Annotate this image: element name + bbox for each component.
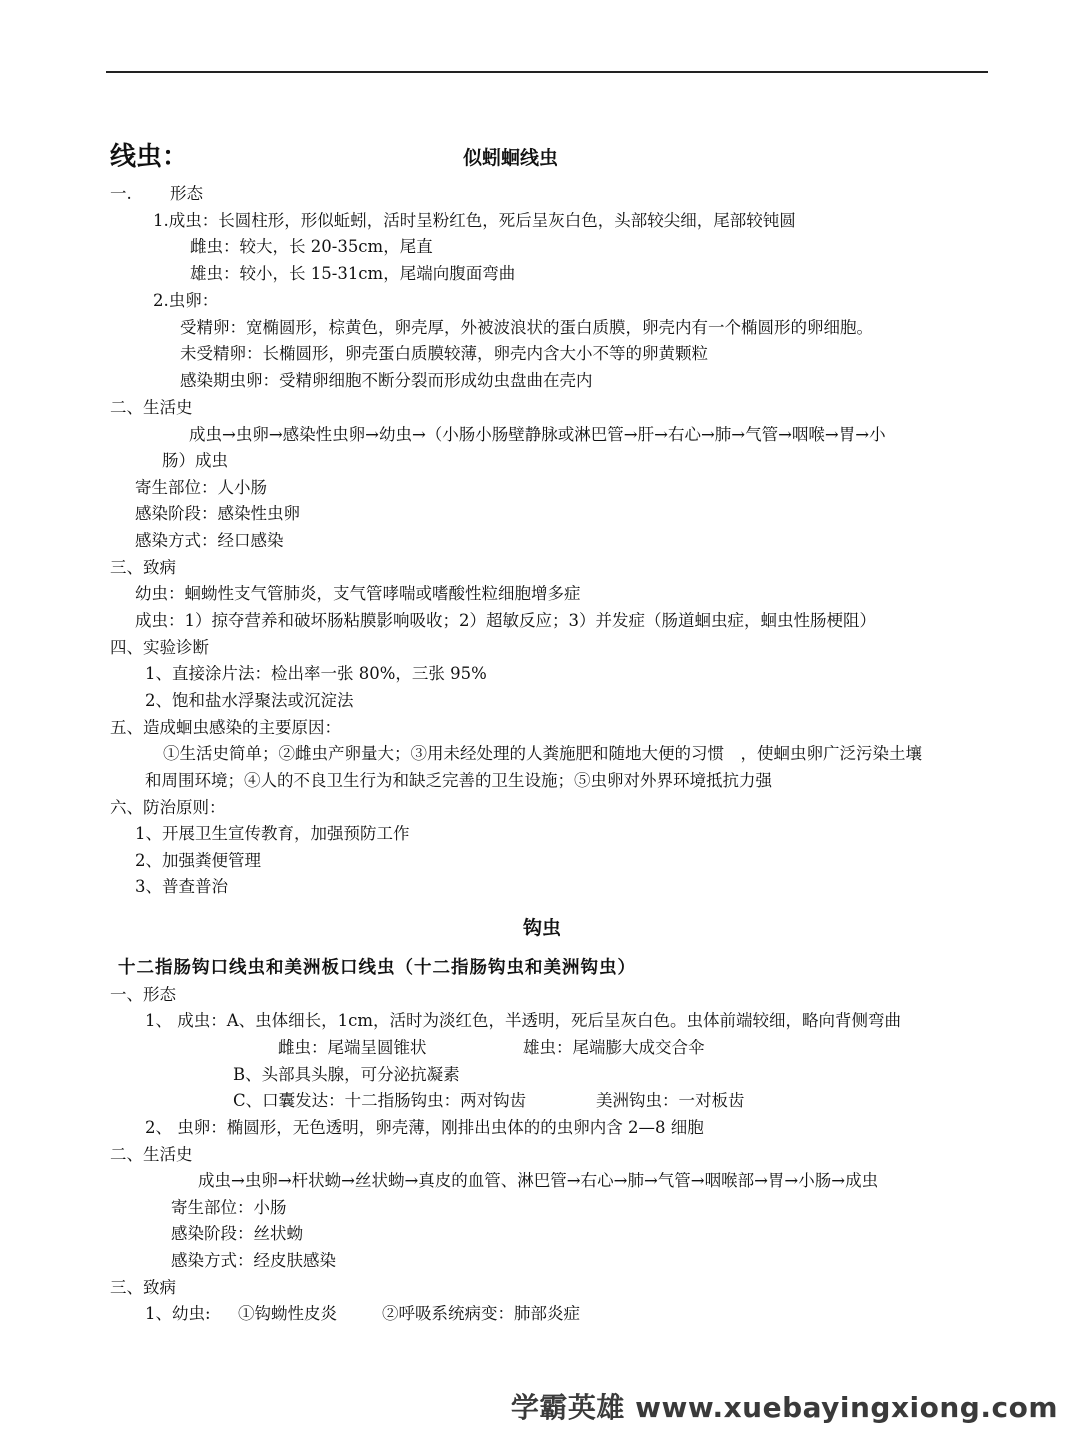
hook-morph-adult: 1、 成虫：A、虫体细长，1cm，活时为淡红色，半透明，死后呈灰白色。虫体前端较细，略向背侧弯曲	[145, 1011, 902, 1030]
site-watermark: 学霸英雄 www.xuebayingxiong.com	[510, 1391, 1058, 1424]
s1-line-infective: 感染期虫卵：受精卵细胞不断分裂而形成幼虫盘曲在壳内	[180, 371, 593, 390]
s4-head: 四、实验诊断	[110, 638, 209, 657]
s1-line-egg: 2.虫卵：	[153, 291, 219, 310]
s3-line-larva: 幼虫：蛔蚴性支气管肺炎，支气管哮喘或嗜酸性粒细胞增多症	[135, 584, 581, 603]
hook-path-larva: 1、幼虫:	[145, 1304, 211, 1323]
s2-line-cycle: 成虫→虫卵→感染性虫卵→幼虫→（小肠小肠壁静脉或淋巴管→肝→右心→肺→气管→咽喉→胃→小	[189, 425, 886, 444]
hook-morph-female: 雌虫：尾端呈圆锥状	[278, 1038, 427, 1057]
s2-head: 二、生活史	[110, 398, 193, 417]
hook-morph-buccal: C、口囊发达：十二指肠钩虫：两对钩齿	[233, 1091, 527, 1110]
hook-life-stage: 感染阶段：丝状蚴	[171, 1224, 303, 1243]
s1-line-female: 雌虫：较大，长 20-35cm，尾直	[190, 237, 433, 256]
hook-morph-necator: 美洲钩虫：一对板齿	[596, 1091, 745, 1110]
section-heading-nematodes: 线虫：	[110, 142, 189, 172]
s4-line-smear: 1、直接涂片法：检出率一张 80%，三张 95%	[145, 664, 487, 683]
hook-morph-head: 一、形态	[110, 985, 176, 1004]
s2-line-route: 感染方式：经口感染	[135, 531, 284, 550]
s2-line-stage: 感染阶段：感染性虫卵	[135, 504, 300, 523]
hook-morph-head-gland: B、头部具头腺，可分泌抗凝素	[233, 1065, 460, 1084]
s6-line-feces: 2、加强粪便管理	[135, 851, 261, 870]
hook-life-head: 二、生活史	[110, 1145, 193, 1164]
hook-path-head: 三、致病	[110, 1278, 176, 1297]
s6-line-education: 1、开展卫生宣传教育，加强预防工作	[135, 824, 410, 843]
s2-line-cycle-cont: 肠）成虫	[162, 451, 228, 470]
hook-morph-egg: 2、 虫卵：椭圆形，无色透明，卵壳薄，刚排出虫体的的虫卵内含 2—8 细胞	[145, 1118, 704, 1137]
hook-life-site: 寄生部位：小肠	[171, 1198, 287, 1217]
s5-head: 五、造成蛔虫感染的主要原因：	[110, 718, 341, 737]
s6-head: 六、防治原则：	[110, 798, 226, 817]
hookworm-subtitle: 十二指肠钩口线虫和美洲板口线虫（十二指肠钩虫和美洲钩虫）	[118, 958, 636, 978]
hook-morph-male: 雄虫：尾端膨大成交合伞	[523, 1038, 705, 1057]
title-hookworm: 钩虫	[523, 917, 562, 939]
s6-line-screening: 3、普查普治	[135, 877, 228, 896]
s1-line-fertilized: 受精卵：宽椭圆形，棕黄色，卵壳厚，外被波浪状的蛋白质膜，卵壳内有一个椭圆形的卵细胞。	[180, 318, 873, 337]
s1-line-male: 雄虫：较小，长 15-31cm，尾端向腹面弯曲	[190, 264, 516, 283]
s1-head-number: 一.	[110, 184, 132, 203]
s5-line-causes: ①生活史简单；②雌虫产卵量大；③用未经处理的人粪施肥和随地大便的习惯 ，使蛔虫卵广泛污染土壤	[163, 744, 922, 763]
s1-head: 形态	[170, 184, 203, 203]
header-rule	[106, 71, 988, 73]
s4-line-flotation: 2、饱和盐水浮聚法或沉淀法	[145, 691, 354, 710]
s1-line-adult: 1.成虫：长圆柱形，形似蚯蚓，活时呈粉红色，死后呈灰白色，头部较尖细，尾部较钝圆	[153, 211, 796, 230]
s1-line-unfertilized: 未受精卵：长椭圆形，卵壳蛋白质膜较薄，卵壳内含大小不等的卵黄颗粒	[180, 344, 708, 363]
hook-life-route: 感染方式：经皮肤感染	[171, 1251, 336, 1270]
s3-line-adult: 成虫：1）掠夺营养和破坏肠粘膜影响吸收；2）超敏反应；3）并发症（肠道蛔虫症，蛔虫性肠梗阻）	[135, 611, 876, 630]
hook-life-cycle: 成虫→虫卵→杆状蚴→丝状蚴→真皮的血管、淋巴管→右心→肺→气管→咽喉部→胃→小肠→成虫	[198, 1171, 879, 1190]
s5-line-causes-cont: 和周围环境；④人的不良卫生行为和缺乏完善的卫生设施；⑤虫卵对外界环境抵抗力强	[145, 771, 772, 790]
s2-line-site: 寄生部位：人小肠	[135, 478, 267, 497]
hook-path-dermatitis: ①钩蚴性皮炎	[238, 1304, 337, 1323]
hook-path-respiratory: ②呼吸系统病变：肺部炎症	[382, 1304, 580, 1323]
title-ascaris: 似蚓蛔线虫	[463, 147, 559, 169]
s3-head: 三、致病	[110, 558, 176, 577]
